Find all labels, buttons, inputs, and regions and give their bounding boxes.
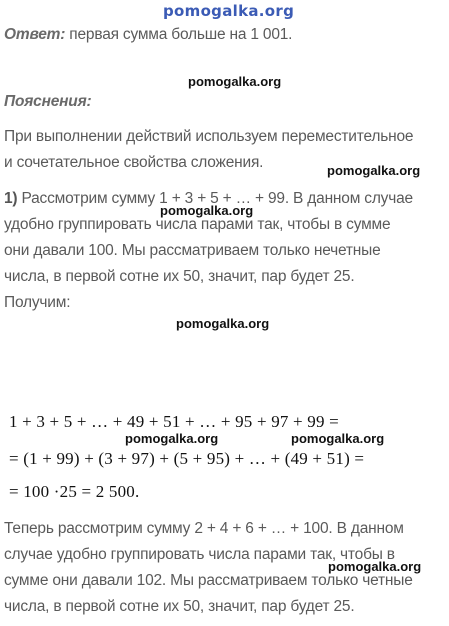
part1-line-4: числа, в первой сотне их 50, значит, пар будет 25.: [4, 268, 355, 285]
math-line-1: 1 + 3 + 5 + … + 49 + 51 + … + 95 + 97 + 99 =: [9, 412, 339, 431]
math-line-3: = 100 ·25 = 2 500.: [9, 482, 140, 501]
watermark-2: pomogalka.org: [327, 163, 421, 178]
part1-line-1-text: Рассмотрим сумму 1 + 3 + 5 + … + 99. В данном случае: [17, 190, 413, 207]
watermark-4: pomogalka.org: [176, 316, 270, 331]
watermark-top: pomogalka.org: [163, 2, 295, 20]
part2-line-1: Теперь рассмотрим сумму 2 + 4 + 6 + … + 100. В данном: [4, 520, 404, 537]
part1-line-2: удобно группировать числа парами так, чтобы в сумме: [4, 216, 391, 233]
answer-text: первая сумма больше на 1 001.: [65, 26, 293, 43]
intro-line-1: При выполнении действий используем переместительное: [4, 128, 414, 145]
watermark-5: pomogalka.org: [125, 431, 219, 446]
explanation-label: Пояснения:: [4, 93, 92, 110]
part2-line-3: сумме они давали 102. Мы рассматриваем только четные: [4, 572, 413, 589]
part1-number: 1): [4, 190, 18, 207]
math-line-2: = (1 + 99) + (3 + 97) + (5 + 95) + … + (49 + 51) =: [9, 449, 365, 468]
watermark-7: pomogalka.org: [328, 559, 422, 574]
part2-line-2: случае удобно группировать числа парами так, чтобы в: [4, 546, 395, 563]
intro-line-2: и сочетательное свойства сложения.: [4, 154, 264, 171]
watermark-6: pomogalka.org: [291, 431, 385, 446]
answer-label: Ответ:: [4, 26, 66, 43]
watermark-1: pomogalka.org: [188, 74, 282, 89]
part1-line-5: Получим:: [4, 294, 71, 311]
part1-line-3: они давали 100. Мы рассматриваем только нечетные: [4, 242, 381, 259]
watermark-3: pomogalka.org: [160, 203, 254, 218]
answer-line: [4, 26, 292, 44]
part2-line-4: числа, в первой сотне их 50, значит, пар будет 25.: [4, 598, 355, 615]
